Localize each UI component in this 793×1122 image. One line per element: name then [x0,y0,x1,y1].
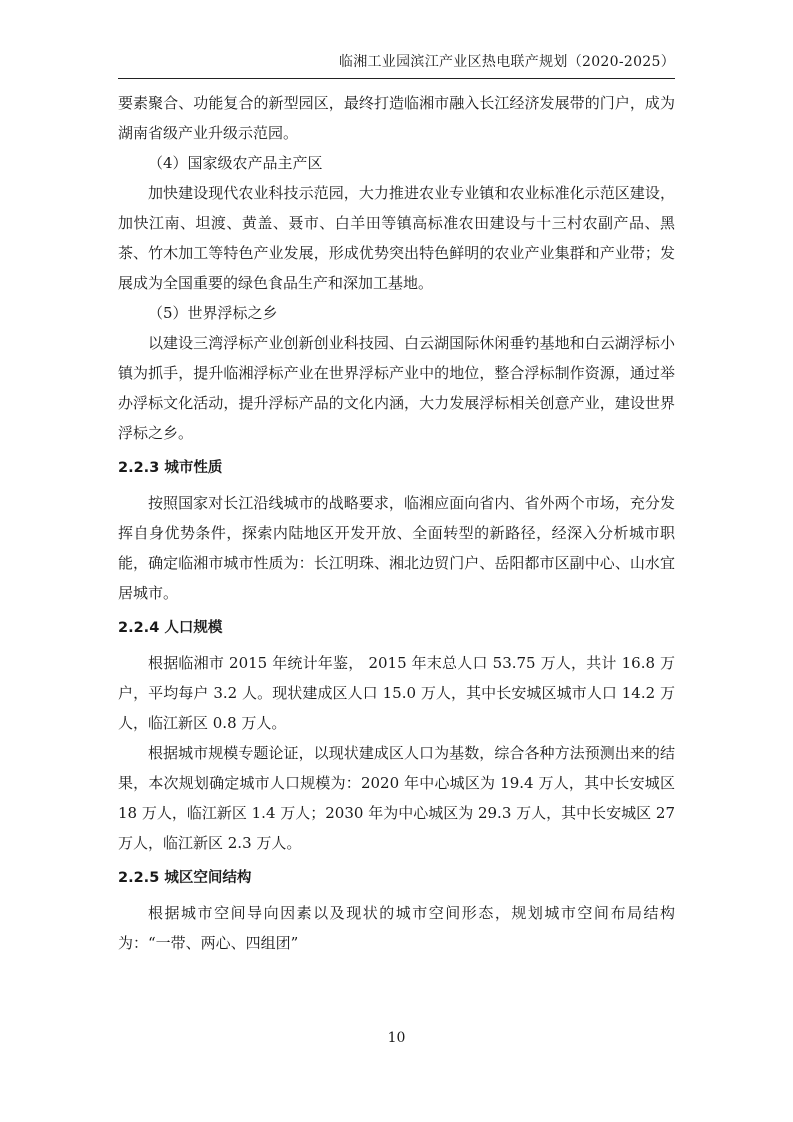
paragraph: 根据城市空间导向因素以及现状的城市空间形态，规划城市空间布局结构为：“一带、两心、四组团” [118,904,675,952]
paragraph: 加快建设现代农业科技示范园，大力推进农业专业镇和农业标准化示范区建设，加快江南、坦渡、黄盖、聂市、白羊田等镇高标准农田建设与十三村农副产品、黑茶、竹木加工等特色产业发展，形成优势突出特色鲜明的农业产业集群和产业带；发展成为全国重要的绿色食品生产和深加工基地。 [118,184,675,292]
paragraph: 要素聚合、功能复合的新型园区，最终打造临湘市融入长江经济发展带的门户，成为湖南省级产业升级示范园。 [118,94,675,142]
section-heading: 2.2.4 人口规模 [118,620,223,636]
paragraph: 按照国家对长江沿线城市的战略要求，临湘应面向省内、省外两个市场，充分发挥自身优势条件，探索内陆地区开发开放、全面转型的新路径，经深入分析城市职能，确定临湘市城市性质为：长江明珠、湘北边贸门户、岳阳都市区副中心、山水宜居城市。 [118,494,675,602]
paragraph: 根据临湘市 2015 年统计年鉴， 2015 年末总人口 53.75 万人，共计 16.8 万户，平均每户 3.2 人。现状建成区人口 15.0 万人，其中长安城区城市人口 14.2 万人，临江新区 0.8 万人。 [118,654,675,732]
paragraph: 以建设三湾浮标产业创新创业科技园、白云湖国际休闲垂钓基地和白云湖浮标小镇为抓手，提升临湘浮标产业在世界浮标产业中的地位，整合浮标制作资源，通过举办浮标文化活动，提升浮标产品的文化内涵，大力发展浮标相关创意产业，建设世界浮标之乡。 [118,334,675,442]
page-header [118,52,675,79]
page-number: 10 [387,1030,406,1046]
section-heading: 2.2.3 城市性质 [118,460,223,476]
header-title: 临湘工业园滨江产业区热电联产规划（2020-2025） [338,54,675,70]
paragraph: 根据城市规模专题论证，以现状建成区人口为基数，综合各种方法预测出来的结果，本次规划确定城市人口规模为：2020 年中心城区为 19.4 万人，其中长安城区 18 万人，临江新区 1.4 万人；2030 年为中心城区为 29.3 万人，其中长安城区 27 万人，临江新区 2.3 万人。 [118,744,675,852]
section-heading: 2.2.5 城区空间结构 [118,870,252,886]
subheading: （4）国家级农产品主产区 [148,154,323,172]
subheading: （5）世界浮标之乡 [148,304,278,322]
document-body [118,88,675,958]
